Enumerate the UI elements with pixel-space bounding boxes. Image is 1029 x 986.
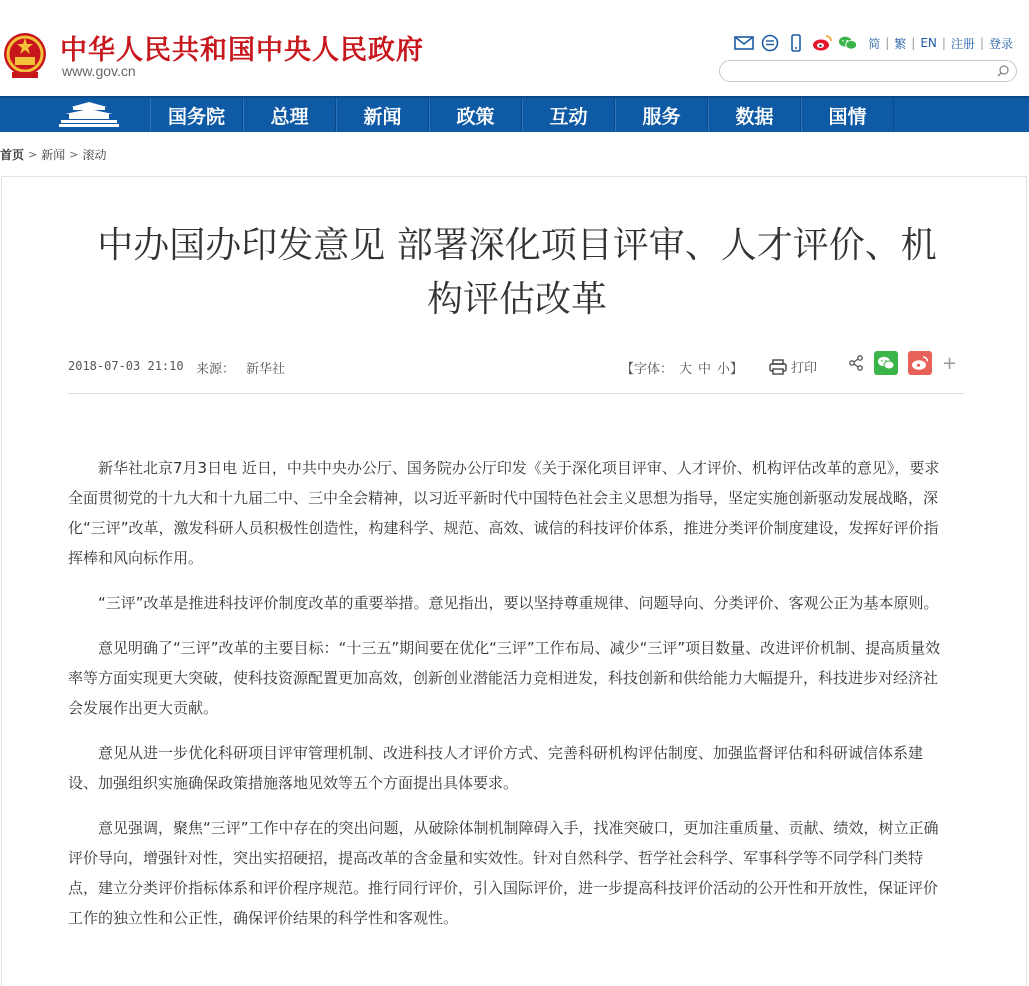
meta-divider xyxy=(68,393,964,394)
chat-icon[interactable] xyxy=(760,34,780,52)
nav-item-interaction[interactable]: 互动 xyxy=(522,98,615,132)
share-icon[interactable] xyxy=(848,355,864,371)
font-size-control xyxy=(621,358,743,377)
nav-item-news[interactable]: 新闻 xyxy=(336,98,429,132)
tiananmen-home-icon xyxy=(57,101,121,129)
article-paragraph: 意见明确了“三评”改革的主要目标：“十三五”期间要在优化“三评”工作布局、减少“三评”项目数量、改进评价机制、提高质量效率等方面实现更大突破，使科技资源配置更加高效，创新创业潜能活力竞相迸发，科技创新和供给能力大幅提升，科技进步对经济社会发展作出更大贡献。 xyxy=(68,639,941,717)
lang-traditional-link[interactable]: 繁 xyxy=(894,36,907,51)
article-paragraph: 意见从进一步优化科研项目评审管理机制、改进科技人才评价方式、完善科研机构评估制度、加强监督评估和科研诚信体系建设、加强组织实施确保政策措施落地见效等五个方面提出具体要求。 xyxy=(68,744,924,792)
divider: | xyxy=(911,36,916,50)
article-paragraph: 意见强调，聚焦“三评”工作中存在的突出问题，从破除体制机制障碍入手，找准突破口，更加注重质量、贡献、绩效，树立正确评价导向，增强针对性，突出实招硬招，提高改革的含金量和实效性。针对自然科学、哲学社会科学、军事科学等不同学科门类特点，建立分类评价指标体系和评价程序规范。推行同行评价，引入国际评价，进一步提高科技评价活动的公开性和开放性，保证评价工作的独立性和公正性，确保评价结果的科学性和客观性。 xyxy=(68,819,939,927)
article-paragraph: 新华社北京7月3日电 近日，中共中央办公厅、国务院办公厅印发《关于深化项目评审、人才评价、机构评估改革的意见》，要求全面贯彻党的十九大和十九届二中、三中全会精神，以习近平新时代中国特色社会主义思想为指导，坚定实施创新驱动发展战略，深化“三评”改革，激发科研人员积极性创造性，构建科学、规范、高效、诚信的科技评价体系，推进分类评价制度建设，发挥好评价指挥棒和风向标作用。 xyxy=(68,459,940,567)
article-title-line1: 中办国办印发意见 部署深化项目评审、人才评价、机 xyxy=(97,225,937,266)
site-header xyxy=(0,0,1029,96)
divider: | xyxy=(979,36,984,50)
font-size-small[interactable]: 小】 xyxy=(717,362,744,377)
article-paragraph: “三评”改革是推进科技评价制度改革的重要举措。意见指出，要以坚持尊重规律、问题导向、分类评价、客观公正为基本原则。 xyxy=(98,594,939,612)
breadcrumb-news[interactable]: 新闻 xyxy=(41,148,66,162)
email-icon[interactable] xyxy=(734,34,754,52)
register-link[interactable]: 注册 xyxy=(950,36,975,51)
article-title xyxy=(62,219,972,327)
main-nav xyxy=(0,96,1029,132)
plus-icon[interactable]: + xyxy=(942,352,958,374)
nav-item-services[interactable]: 服务 xyxy=(615,98,708,132)
nav-item-data[interactable]: 数据 xyxy=(708,98,801,132)
print-button[interactable] xyxy=(769,357,817,376)
weibo-icon[interactable] xyxy=(812,34,832,52)
breadcrumb-home[interactable]: 首页 xyxy=(0,148,25,162)
breadcrumb xyxy=(0,146,106,163)
site-url[interactable]: www.gov.cn xyxy=(62,63,136,79)
site-title[interactable]: 中华人民共和国中央人民政府 xyxy=(60,35,424,66)
share-weibo-button[interactable] xyxy=(908,351,932,375)
print-icon xyxy=(769,359,787,375)
weibo-icon xyxy=(911,355,929,371)
article-title-line2: 构评估改革 xyxy=(426,279,607,320)
search-box xyxy=(719,60,1017,82)
nav-item-national-info[interactable]: 国情 xyxy=(801,98,894,132)
mobile-icon[interactable] xyxy=(786,34,806,52)
nav-item-policy[interactable]: 政策 xyxy=(429,98,522,132)
wechat-icon xyxy=(877,355,895,371)
breadcrumb-rolling[interactable]: 滚动 xyxy=(82,148,107,162)
login-link[interactable]: 登录 xyxy=(988,36,1013,51)
search-input[interactable] xyxy=(730,62,990,82)
article-meta xyxy=(68,352,964,377)
article-container xyxy=(1,176,1027,986)
national-emblem-icon[interactable] xyxy=(2,30,48,80)
search-icon[interactable] xyxy=(996,64,1010,78)
nav-item-premier[interactable]: 总理 xyxy=(243,98,336,132)
lang-english-link[interactable]: EN xyxy=(920,36,937,50)
font-size-label: 【字体： xyxy=(621,362,674,377)
chevron-right-icon: > xyxy=(69,148,79,161)
article-content xyxy=(68,453,950,948)
nav-item-state-council[interactable]: 国务院 xyxy=(150,98,243,132)
divider: | xyxy=(941,36,946,50)
source-label: 来源： xyxy=(196,362,236,377)
source-name: 新华社 xyxy=(246,362,286,377)
top-tools xyxy=(734,34,1013,52)
print-label: 打印 xyxy=(791,361,818,376)
font-size-large[interactable]: 大 xyxy=(679,362,693,377)
font-size-medium[interactable]: 中 xyxy=(698,362,712,377)
chevron-right-icon: > xyxy=(28,148,38,161)
wechat-icon[interactable] xyxy=(838,34,858,52)
divider: | xyxy=(885,36,890,50)
publish-date: 2018-07-03 21:10 xyxy=(68,359,184,373)
nav-items xyxy=(150,98,894,132)
lang-simplified-link[interactable]: 简 xyxy=(868,36,881,51)
share-wechat-button[interactable] xyxy=(874,351,898,375)
language-links xyxy=(868,35,1013,52)
share-area xyxy=(848,351,957,375)
nav-home[interactable] xyxy=(50,98,128,132)
